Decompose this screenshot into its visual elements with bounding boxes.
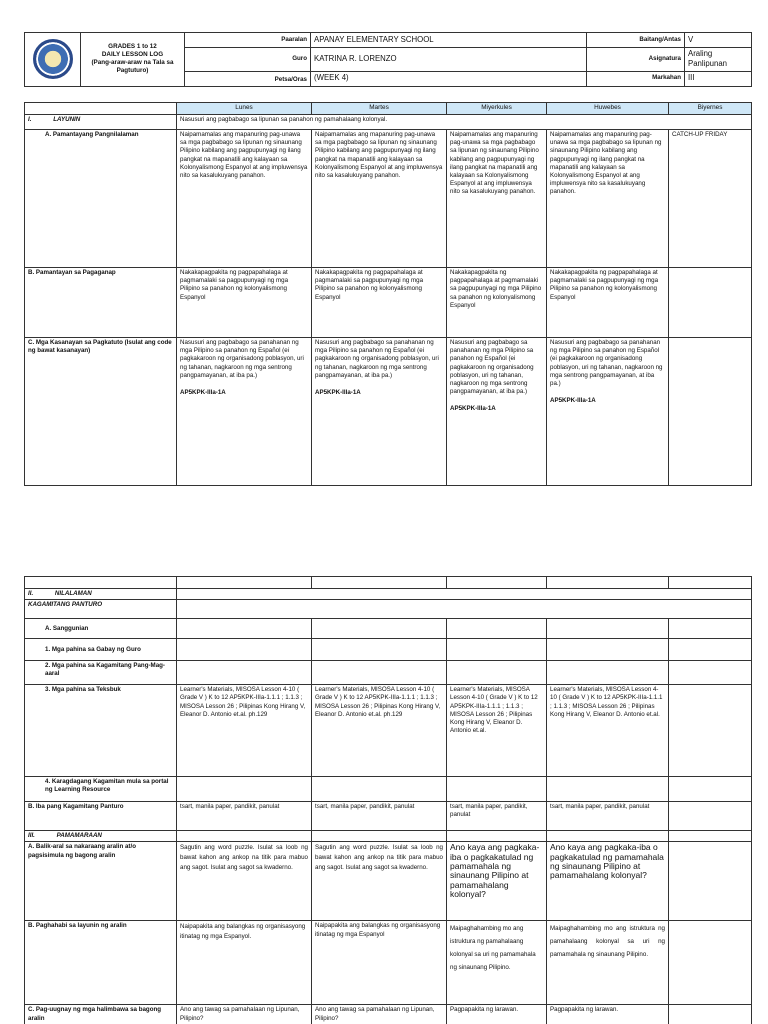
teksbuk-label: 3. Mga pahina sa Teksbuk bbox=[25, 685, 177, 777]
empty-cell bbox=[669, 619, 752, 639]
balik-martes: Sagutin ang word puzzle. Isulat sa loob ng bawat kahon ang ankop na titik para mabuo ang sagot. Isulat ang sagot sa kwaderno. bbox=[312, 842, 447, 921]
c-huwebes-code: AP5KPK-IIIa-1A bbox=[550, 397, 596, 405]
balik-huwebes: Ano kaya ang pagkaka-iba o pagkakatulad ng pamamahala ng sinaunang Pilipino at pamamahalang kolonyal? bbox=[547, 842, 669, 921]
c-miyerkules-text: Nasusuri ang pagbabago sa panahanan ng mga Pilipino sa panahon ng Español (ei pagkakaroon ng organisadong poblasyon, uri ng tahanan, nagkaroon ng mga sentrong pangpamayanan, at iba pa.) bbox=[450, 339, 534, 396]
teksbuk-lunes: Learner's Materials, MISOSA Lesson 4-10 ( Grade V ) K to 12 AP5KPK-IIIa-1.1.1 ; 1.1.3 ; MISOSA Lesson 26 ; Pilipinas Kong Hirang V, Eleanor D. Antonio et.al. ph.129 bbox=[177, 685, 312, 777]
b-huwebes: Nakakapagpakita ng pagpapahalaga at pagmamalaki sa pagpupunyagi ng mga Pilipino sa panahon ng kolonyalismong Espanyol bbox=[547, 268, 669, 338]
layunin-label bbox=[25, 115, 177, 130]
day-header-biyernes: Biyernes bbox=[669, 103, 752, 115]
empty-cell bbox=[669, 777, 752, 802]
iba-huwebes: tsart, manila paper, pandikit, panulat bbox=[547, 802, 669, 831]
a-lunes: Naipamamalas ang mapanuring pag-unawa sa mga pagbabago sa lipunan ng sinaunang Pilipino kabilang ang pagpupunyagi ng ilang pangkat na mapanatili ang kalayaan sa Kolonyalismong Espanyol at ang impluwensya nito sa kasalukuyang panahon. bbox=[177, 130, 312, 268]
paghahabi-miyerkules: Maipaghahambing mo ang istruktura ng pamahalaang kolonyal sa uri ng pamamahala ng sinaunang Pilipino. bbox=[447, 921, 547, 1005]
empty-cell bbox=[547, 619, 669, 639]
layunin-num: I. bbox=[28, 116, 32, 123]
day-header-miyerkules: Miyerkules bbox=[447, 103, 547, 115]
b-biyernes bbox=[669, 268, 752, 338]
empty-cell bbox=[177, 831, 312, 842]
karagdagang-kagamitan-label: 4. Karagdagang Kagamitan mula sa portal ng Learning Resource bbox=[25, 777, 177, 802]
empty-cell bbox=[447, 619, 547, 639]
empty-cell bbox=[177, 639, 312, 661]
empty-cell bbox=[669, 685, 752, 777]
grades-label: GRADES 1 to 12 bbox=[108, 42, 157, 50]
balik-aral-label: A. Balik-aral sa nakaraang aralin at/o pagsisimula ng bagong aralin bbox=[25, 842, 177, 921]
iba-pang-kagamitan-label: B. Iba pang Kagamitang Panturo bbox=[25, 802, 177, 831]
empty-cell bbox=[312, 619, 447, 639]
mga-kasanayan-label: C. Mga Kasanayan sa Pagkatuto (Isulat ang code ng bawat kasanayan) bbox=[25, 338, 177, 486]
empty-cell bbox=[447, 777, 547, 802]
gabay-ng-guro-label: 1. Mga pahina sa Gabay ng Guro bbox=[25, 639, 177, 661]
empty-cell bbox=[447, 831, 547, 842]
empty-cell bbox=[669, 1005, 752, 1024]
empty-cell bbox=[669, 921, 752, 1005]
c-martes-text: Nasusuri ang pagbabago sa panahanan ng mga Pilipino sa panahon ng Español (ei pagkakaroon ng organisadong poblasyon, uri ng tahanan, nagkaroon ng mga sentrong pangpamayanan, at iba pa.) bbox=[315, 339, 439, 379]
empty-cell bbox=[312, 831, 447, 842]
subject-value: Araling Panlipunan bbox=[685, 48, 752, 72]
grade-value: V bbox=[685, 33, 752, 48]
b-miyerkules: Nakakapagpakita ng pagpapahalaga at pagmamalaki sa pagpupunyagi ng mga Pilipino sa panahon ng kolonyalismong Espanyol bbox=[447, 268, 547, 338]
layunin-text: LAYUNIN bbox=[53, 116, 81, 123]
iba-lunes: tsart, manila paper, pandikit, panulat bbox=[177, 802, 312, 831]
day-header-lunes: Lunes bbox=[177, 103, 312, 115]
header-table bbox=[24, 32, 752, 87]
pamamaraan-text: PAMAMARAAN bbox=[56, 832, 102, 840]
empty-cell bbox=[669, 831, 752, 842]
subject-label: Asignatura bbox=[587, 48, 685, 72]
a-martes: Naipamamalas ang mapanuring pag-unawa sa mga pagbabago sa lipunan ng sinaunang Pilipino kabilang ang pagpupunyagi ng ilang pangkat na mapanatili ang kalayaan sa Kolonyalismong Espanyol at ang impluwensya nito sa kasalukuyang panahon. bbox=[312, 130, 447, 268]
nilalaman-text: NILALAMAN bbox=[54, 590, 92, 597]
c-miyerkules-code: AP5KPK-IIIa-1A bbox=[450, 405, 496, 413]
nilalaman-num: II. bbox=[28, 590, 34, 597]
teksbuk-martes: Learner's Materials, MISOSA Lesson 4-10 ( Grade V ) K to 12 AP5KPK-IIIa-1.1.1 ; 1.1.3 ; MISOSA Lesson 26 ; Pilipinas Kong Hirang V, Eleanor D. Antonio et.al. ph.129 bbox=[312, 685, 447, 777]
teksbuk-miyerkules: Learner's Materials, MISOSA Lesson 4-10 ( Grade V ) K to 12 AP5KPK-IIIa-1.1.1 ; 1.1.3 ; MISOSA Lesson 26 ; Pilipinas Kong Hirang V, Eleanor D. Antonio et.al. bbox=[447, 685, 547, 777]
school-value: APANAY ELEMENTARY SCHOOL bbox=[311, 33, 587, 48]
empty-cell bbox=[547, 639, 669, 661]
quarter-value: III bbox=[685, 71, 752, 86]
pag-uugnay-lunes: Ano ang tawag sa pamahalaan ng Lipunan, Pilipino? bbox=[177, 1005, 312, 1024]
blank-header-cell bbox=[669, 577, 752, 589]
paghahabi-label: B. Paghahabi sa layunin ng aralin bbox=[25, 921, 177, 1005]
balik-miyerkules: Ano kaya ang pagkaka-iba o pagkakatulad ng pamamahala ng sinaunang Pilipino at pamamahalang kolonyal? bbox=[447, 842, 547, 921]
teacher-value: KATRINA R. LORENZO bbox=[311, 48, 587, 72]
iba-martes: tsart, manila paper, pandikit, panulat bbox=[312, 802, 447, 831]
nilalaman-label bbox=[25, 589, 177, 600]
dll-sub-label: (Pang-araw-araw na Tala sa Pagtuturo) bbox=[91, 59, 174, 75]
pag-uugnay-label: C. Pag-uugnay ng mga halimbawa sa bagong aralin bbox=[25, 1005, 177, 1024]
sanggunian-label: A. Sanggunian bbox=[25, 619, 177, 639]
empty-cell bbox=[177, 661, 312, 685]
quarter-label: Markahan bbox=[587, 71, 685, 86]
c-martes-code: AP5KPK-IIIa-1A bbox=[315, 388, 361, 396]
c-biyernes bbox=[669, 338, 752, 486]
deped-seal-cell bbox=[25, 33, 81, 87]
pag-uugnay-martes: Ano ang tawag sa pamahalaan ng Lipunan, Pilipino? bbox=[312, 1005, 447, 1024]
dll-title bbox=[81, 33, 185, 87]
empty-cell bbox=[547, 661, 669, 685]
kagamitang-panturo-label: KAGAMITANG PANTURO bbox=[25, 600, 177, 619]
paghahabi-lunes: Naipapakita ang balangkas ng organisasyong itinatag ng mga Espanyol. bbox=[177, 921, 312, 1005]
blank-header-cell bbox=[547, 577, 669, 589]
c-lunes-code: AP5KPK-IIIa-1A bbox=[180, 388, 226, 396]
c-lunes bbox=[177, 338, 312, 486]
empty-cell bbox=[669, 639, 752, 661]
school-label: Paaralan bbox=[185, 33, 311, 48]
pamamaraan-label bbox=[25, 831, 177, 842]
kagamitang-pang-mag-aaral-label: 2. Mga pahina sa Kagamitang Pang-Mag-aaral bbox=[25, 661, 177, 685]
c-lunes-text: Nasusuri ang pagbabago sa panahanan ng mga Pilipino sa panahon ng Español (ei pagkakaroon ng organisadong poblasyon, uri ng tahanan, nagkaroon ng mga sentrong pangpamayanan, at iba pa.) bbox=[180, 339, 304, 379]
empty-cell bbox=[312, 777, 447, 802]
kagamitang-panturo-value bbox=[177, 600, 752, 619]
objectives-table bbox=[24, 102, 752, 486]
pamantayang-pangnilalaman-label: A. Pamantayang Pangnilalaman bbox=[25, 130, 177, 268]
content-table bbox=[24, 576, 752, 1024]
blank-header-cell bbox=[447, 577, 547, 589]
c-miyerkules bbox=[447, 338, 547, 486]
blank-header-cell bbox=[177, 577, 312, 589]
pag-uugnay-huwebes: Pagpapakita ng larawan. bbox=[547, 1005, 669, 1024]
empty-cell bbox=[312, 639, 447, 661]
date-label: Petsa/Oras bbox=[185, 71, 311, 86]
day-header-martes: Martes bbox=[312, 103, 447, 115]
empty-cell bbox=[547, 831, 669, 842]
paghahabi-huwebes: Maipaghahambing mo ang istruktura ng pamahalaang kolonyal sa uri ng pamamahala ng sinaunang Pilipino. bbox=[547, 921, 669, 1005]
empty-cell bbox=[669, 802, 752, 831]
pamantayan-sa-pagaganap-label: B. Pamantayan sa Pagaganap bbox=[25, 268, 177, 338]
grade-label: Baitang/Antas bbox=[587, 33, 685, 48]
corner-cell bbox=[25, 103, 177, 115]
date-value: (WEEK 4) bbox=[311, 71, 587, 86]
empty-cell bbox=[669, 842, 752, 921]
empty-cell bbox=[312, 661, 447, 685]
a-miyerkules: Naipamamalas ang mapanuring pag-unawa sa mga pagbabago sa lipunan ng sinaunang Pilipino kabilang ang pagpupunyagi ng ilang pangkat na mapanatili ang kalayaan sa Kolonyalismong Espanyol at ang impluwensya nito sa kasalukuyang panahon. bbox=[447, 130, 547, 268]
teacher-label: Guro bbox=[185, 48, 311, 72]
c-huwebes bbox=[547, 338, 669, 486]
a-biyernes: CATCH-UP FRIDAY bbox=[669, 130, 752, 268]
iba-miyerkules: tsart, manila paper, pandikit, panulat bbox=[447, 802, 547, 831]
paghahabi-martes: Naipapakita ang balangkas ng organisasyong itinatag ng mga Espanyol bbox=[312, 921, 447, 1005]
b-martes: Nakakapagpakita ng pagpapahalaga at pagmamalaki sa pagpupunyagi ng mga Pilipino sa panahon ng kolonyalismong Espanyol bbox=[312, 268, 447, 338]
balik-lunes: Sagutin ang word puzzle. Isulat sa loob ng bawat kahon ang ankop na titik para mabuo ang sagot. Isulat ang sagot sa kwaderno. bbox=[177, 842, 312, 921]
empty-cell bbox=[177, 777, 312, 802]
empty-cell bbox=[447, 661, 547, 685]
deped-seal-icon bbox=[33, 39, 73, 79]
nilalaman-value bbox=[177, 589, 752, 600]
teksbuk-huwebes: Learner's Materials, MISOSA Lesson 4-10 ( Grade V ) K to 12 AP5KPK-IIIa-1.1.1 ; 1.1.3 ; MISOSA Lesson 26 ; Pilipinas Kong Hirang V, Eleanor D. Antonio et.al. bbox=[547, 685, 669, 777]
b-lunes: Nakakapagpakita ng pagpapahalaga at pagmamalaki sa pagpupunyagi ng mga Pilipino sa panahon ng kolonyalismong Espanyol bbox=[177, 268, 312, 338]
c-martes bbox=[312, 338, 447, 486]
pamamaraan-num: III. bbox=[28, 832, 35, 840]
a-huwebes: Naipamamalas ang mapanuring pag-unawa sa mga pagbabago sa lipunan ng sinaunang Pilipino kabilang ang pagpupunyagi ng ilang pangkat na mapanatili ang kalayaan sa Kolonyalismong Espanyol at ang impluwensya nito sa kasalukuyang panahon. bbox=[547, 130, 669, 268]
c-huwebes-text: Nasusuri ang pagbabago sa panahanan ng mga Pilipino sa panahon ng Español (ei pagkakaroon ng organisadong poblasyon, uri ng tahanan, nagkaroon ng mga sentrong pangpamayanan, at iba pa.) bbox=[550, 339, 663, 387]
empty-cell bbox=[177, 619, 312, 639]
empty-cell bbox=[447, 639, 547, 661]
empty-cell bbox=[669, 661, 752, 685]
dll-label: DAILY LESSON LOG bbox=[101, 51, 164, 59]
blank-header-cell bbox=[312, 577, 447, 589]
day-header-huwebes: Huwebes bbox=[547, 103, 669, 115]
layunin-value: Nasusuri ang pagbabago sa lipunan sa panahon ng pamahalaang kolonyal. bbox=[177, 115, 752, 130]
blank-header-cell bbox=[25, 577, 177, 589]
empty-cell bbox=[547, 777, 669, 802]
pag-uugnay-miyerkules: Pagpapakita ng larawan. bbox=[447, 1005, 547, 1024]
